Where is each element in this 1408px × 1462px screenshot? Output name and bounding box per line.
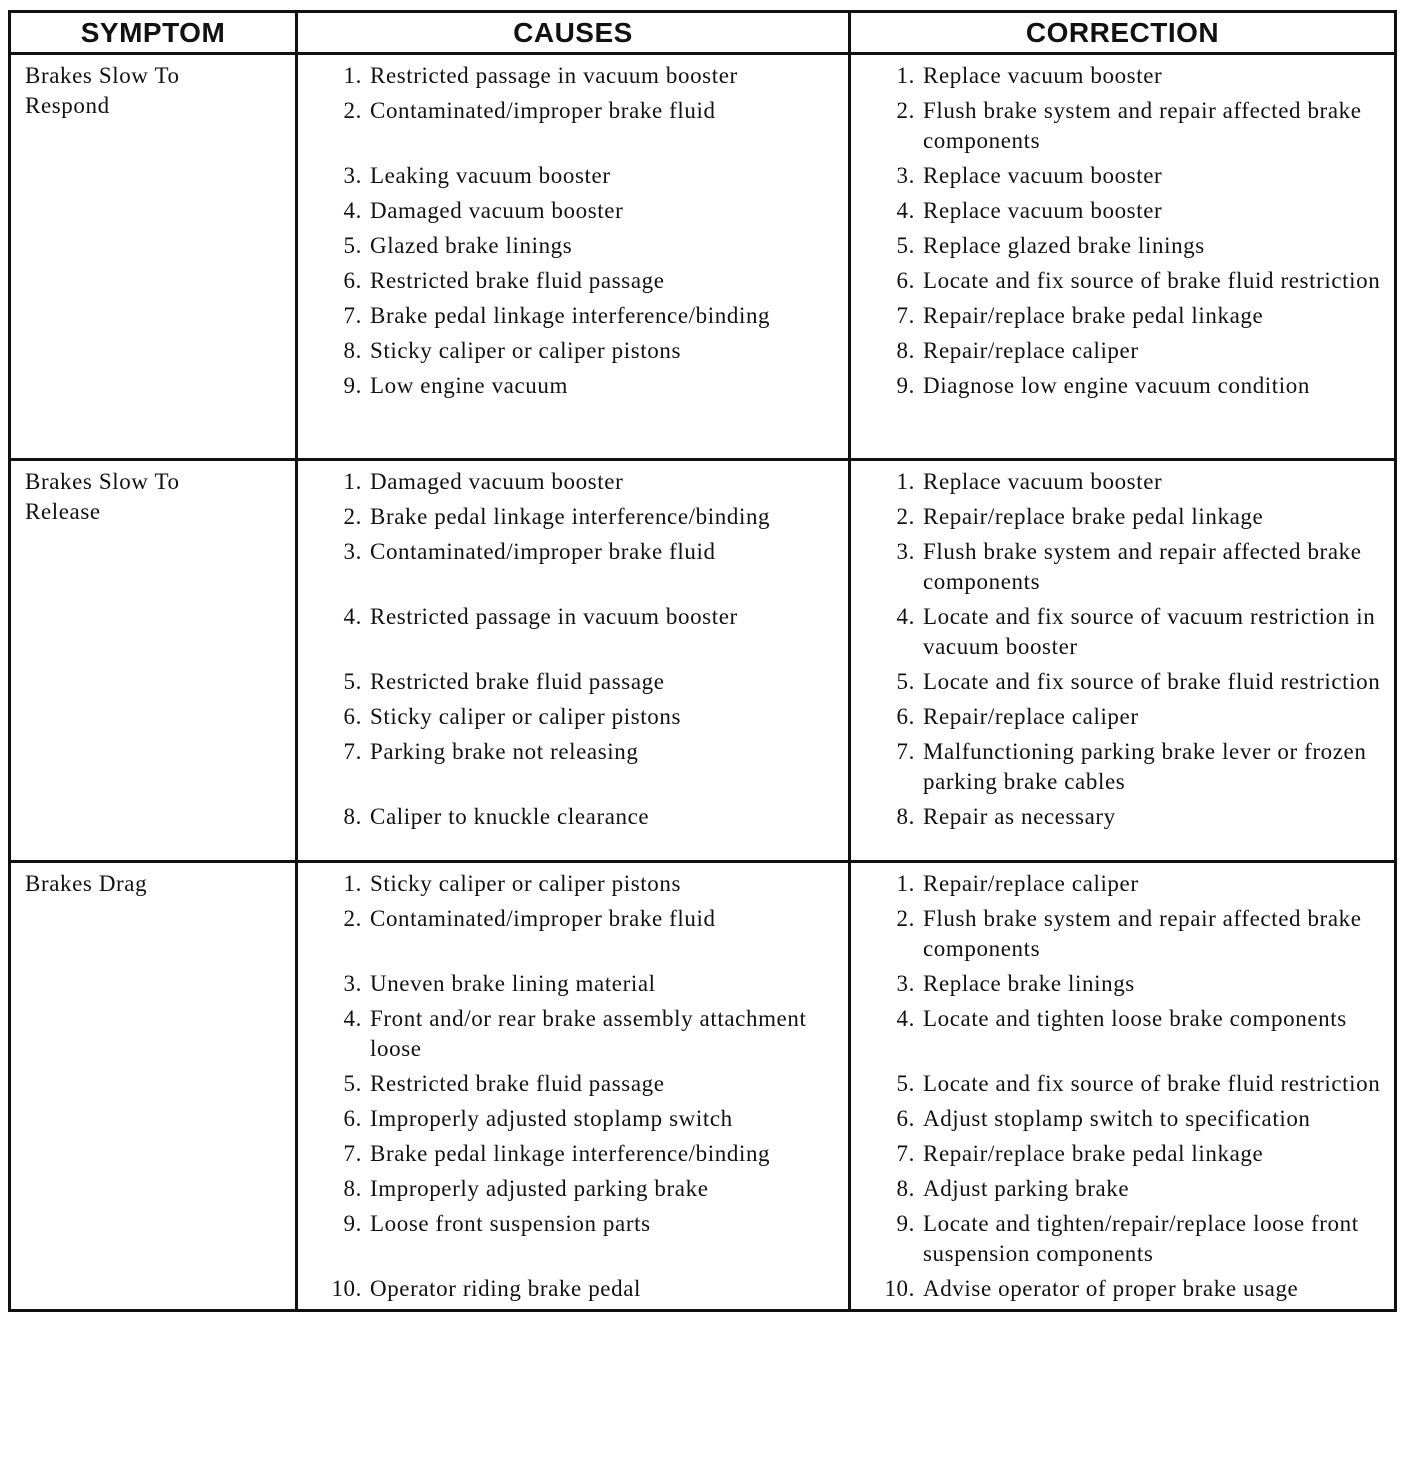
correction-item [851,161,1394,191]
correction-item [851,1274,1394,1304]
cause-item-text: Improperly adjusted parking brake [370,1176,709,1201]
correction-item-number: 2. [896,503,915,529]
cause-item [298,702,848,732]
correction-item-number: 3. [896,971,915,996]
cause-item [298,161,848,191]
cause-item-text: Contaminated/improper brake fluid [370,98,716,123]
correction-item-number: 8. [896,338,915,363]
cause-item [298,537,848,597]
cause-item [298,1004,848,1064]
correction-item-text: Repair as necessary [923,803,1116,829]
cause-item-number: 7. [343,303,362,328]
correction-item [851,1069,1394,1099]
symptom-cell [11,55,298,458]
correction-item [851,96,1394,156]
causes-cell [298,458,851,861]
correction-item-number: 3. [896,538,915,564]
cause-item-text: Sticky caliper or caliper pistons [370,338,682,363]
cause-item [298,602,848,662]
causes-cell [298,860,851,1309]
correction-item [851,969,1394,999]
correction-item [851,1004,1394,1064]
cause-item-number: 8. [343,338,362,363]
header-causes: CAUSES [298,13,851,55]
correction-item [851,1139,1394,1169]
cause-item-text: Low engine vacuum [370,373,568,398]
cause-item-text: Restricted passage in vacuum booster [370,603,738,629]
cause-item [298,96,848,156]
correction-item [851,336,1394,366]
cause-item-text: Brake pedal linkage interference/binding [370,1141,771,1166]
correction-item [851,196,1394,226]
cause-item-number: 6. [343,703,362,729]
correction-cell [851,55,1394,458]
correction-item-text: Replace vacuum booster [923,163,1163,188]
cause-item-number: 3. [343,971,362,996]
cause-item-number: 3. [343,163,362,188]
correction-item-number: 8. [896,1176,915,1201]
cause-item-text: Restricted brake fluid passage [370,268,665,293]
cause-item-number: 10. [331,1276,362,1301]
correction-item-number: 1. [896,871,915,896]
cause-item-number: 5. [343,668,362,694]
correction-item-number: 4. [896,198,915,223]
correction-item-number: 1. [896,468,915,494]
correction-item-text: Replace brake linings [923,971,1135,996]
correction-item-number: 2. [896,98,915,123]
correction-item-text: Malfunctioning parking brake lever or frozen parking brake cables [923,738,1367,794]
correction-item [851,231,1394,261]
cause-item-text: Operator riding brake pedal [370,1276,642,1301]
correction-item-text: Replace glazed brake linings [923,233,1205,258]
correction-item [851,301,1394,331]
cause-item-text: Contaminated/improper brake fluid [370,538,716,564]
correction-item-number: 5. [896,233,915,258]
correction-item-text: Diagnose low engine vacuum condition [923,373,1310,398]
correction-item [851,737,1394,797]
correction-item-text: Flush brake system and repair affected brake components [923,538,1362,594]
symptom-text: Brakes Slow To Release [25,468,180,524]
cause-item [298,667,848,697]
cause-item-text: Contaminated/improper brake fluid [370,906,716,931]
symptom-cell [11,860,298,1309]
causes-cell [298,55,851,458]
cause-item-text: Restricted brake fluid passage [370,1071,665,1096]
cause-item-text: Front and/or rear brake assembly attachment loose [370,1006,807,1061]
cause-item [298,869,848,899]
correction-item [851,802,1394,832]
cause-item-number: 5. [343,233,362,258]
correction-item-text: Flush brake system and repair affected brake components [923,98,1362,153]
cause-item-text: Parking brake not releasing [370,738,639,764]
cause-item-text: Leaking vacuum booster [370,163,611,188]
correction-item [851,502,1394,532]
cause-item-text: Sticky caliper or caliper pistons [370,703,682,729]
correction-cell [851,860,1394,1309]
cause-item [298,802,848,832]
correction-item [851,371,1394,401]
cause-item-text: Glazed brake linings [370,233,573,258]
header-symptom: SYMPTOM [11,13,298,55]
correction-item [851,702,1394,732]
cause-item [298,196,848,226]
correction-item-number: 2. [896,906,915,931]
correction-item-text: Locate and fix source of vacuum restriction in vacuum booster [923,603,1376,659]
cause-item [298,1069,848,1099]
correction-item [851,1104,1394,1134]
cause-item-text: Damaged vacuum booster [370,468,624,494]
cause-item [298,61,848,91]
cause-item-text: Restricted brake fluid passage [370,668,665,694]
cause-item [298,467,848,497]
correction-item-text: Flush brake system and repair affected brake components [923,906,1362,961]
header-correction: CORRECTION [851,13,1394,55]
correction-item-text: Locate and fix source of brake fluid restriction [923,668,1381,694]
cause-item-number: 3. [343,538,362,564]
correction-item-text: Advise operator of proper brake usage [923,1276,1299,1301]
cause-item-text: Brake pedal linkage interference/binding [370,303,771,328]
correction-item-text: Locate and tighten loose brake components [923,1006,1347,1031]
cause-item-number: 8. [343,803,362,829]
cause-item-number: 2. [343,906,362,931]
correction-item-text: Adjust parking brake [923,1176,1130,1201]
cause-item [298,1139,848,1169]
correction-item-number: 6. [896,268,915,293]
cause-item [298,969,848,999]
correction-item-number: 5. [896,1071,915,1096]
cause-item-number: 2. [343,503,362,529]
correction-item [851,869,1394,899]
cause-item-number: 9. [343,1211,362,1236]
cause-item-text: Sticky caliper or caliper pistons [370,871,682,896]
correction-item-text: Repair/replace caliper [923,871,1139,896]
correction-item-number: 7. [896,303,915,328]
correction-item-text: Locate and fix source of brake fluid restriction [923,1071,1381,1096]
cause-item-text: Uneven brake lining material [370,971,656,996]
symptom-cell [11,458,298,861]
correction-item-number: 8. [896,803,915,829]
cause-item [298,502,848,532]
cause-item-number: 1. [343,63,362,88]
cause-item [298,737,848,797]
correction-item-number: 7. [896,1141,915,1166]
cause-item-number: 6. [343,268,362,293]
cause-item [298,336,848,366]
cause-item [298,301,848,331]
correction-item [851,61,1394,91]
correction-item-number: 6. [896,1106,915,1131]
correction-item-number: 7. [896,738,915,764]
symptom-text: Brakes Drag [25,871,148,896]
cause-item-number: 7. [343,1141,362,1166]
correction-item [851,537,1394,597]
correction-item-text: Locate and tighten/repair/replace loose front suspension components [923,1211,1359,1266]
cause-item-number: 6. [343,1106,362,1131]
cause-item-text: Caliper to knuckle clearance [370,803,650,829]
cause-item [298,1274,848,1304]
correction-item [851,602,1394,662]
correction-item [851,467,1394,497]
cause-item-number: 1. [343,871,362,896]
cause-item-text: Damaged vacuum booster [370,198,624,223]
correction-item-number: 4. [896,1006,915,1031]
cause-item-text: Brake pedal linkage interference/binding [370,503,771,529]
correction-item-text: Repair/replace brake pedal linkage [923,1141,1264,1166]
cause-item [298,1174,848,1204]
cause-item-number: 4. [343,198,362,223]
cause-item-number: 1. [343,468,362,494]
correction-item-text: Repair/replace brake pedal linkage [923,503,1264,529]
cause-item [298,371,848,401]
diagnosis-table [8,10,1397,1312]
correction-item [851,266,1394,296]
correction-item [851,1174,1394,1204]
correction-item-text: Repair/replace brake pedal linkage [923,303,1264,328]
correction-item-text: Adjust stoplamp switch to specification [923,1106,1311,1131]
symptom-text: Brakes Slow To Respond [25,63,180,118]
cause-item-number: 5. [343,1071,362,1096]
correction-item-number: 9. [896,1211,915,1236]
cause-item-number: 7. [343,738,362,764]
cause-item [298,1104,848,1134]
correction-item-number: 9. [896,373,915,398]
correction-item-text: Replace vacuum booster [923,198,1163,223]
cause-item [298,1209,848,1269]
cause-item-text: Restricted passage in vacuum booster [370,63,738,88]
correction-item-text: Repair/replace caliper [923,703,1139,729]
correction-item-text: Replace vacuum booster [923,468,1163,494]
correction-item-number: 5. [896,668,915,694]
correction-cell [851,458,1394,861]
cause-item-number: 2. [343,98,362,123]
correction-item-number: 4. [896,603,915,629]
correction-item [851,904,1394,964]
cause-item [298,266,848,296]
correction-item-number: 10. [884,1276,915,1301]
correction-item-number: 6. [896,703,915,729]
cause-item-text: Loose front suspension parts [370,1211,651,1236]
cause-item-number: 4. [343,1006,362,1031]
correction-item-number: 1. [896,63,915,88]
correction-item-number: 3. [896,163,915,188]
cause-item [298,231,848,261]
cause-item-text: Improperly adjusted stoplamp switch [370,1106,733,1131]
correction-item [851,667,1394,697]
correction-item [851,1209,1394,1269]
cause-item-number: 8. [343,1176,362,1201]
correction-item-text: Replace vacuum booster [923,63,1163,88]
correction-item-text: Repair/replace caliper [923,338,1139,363]
correction-item-text: Locate and fix source of brake fluid restriction [923,268,1381,293]
cause-item-number: 9. [343,373,362,398]
cause-item [298,904,848,964]
cause-item-number: 4. [343,603,362,629]
